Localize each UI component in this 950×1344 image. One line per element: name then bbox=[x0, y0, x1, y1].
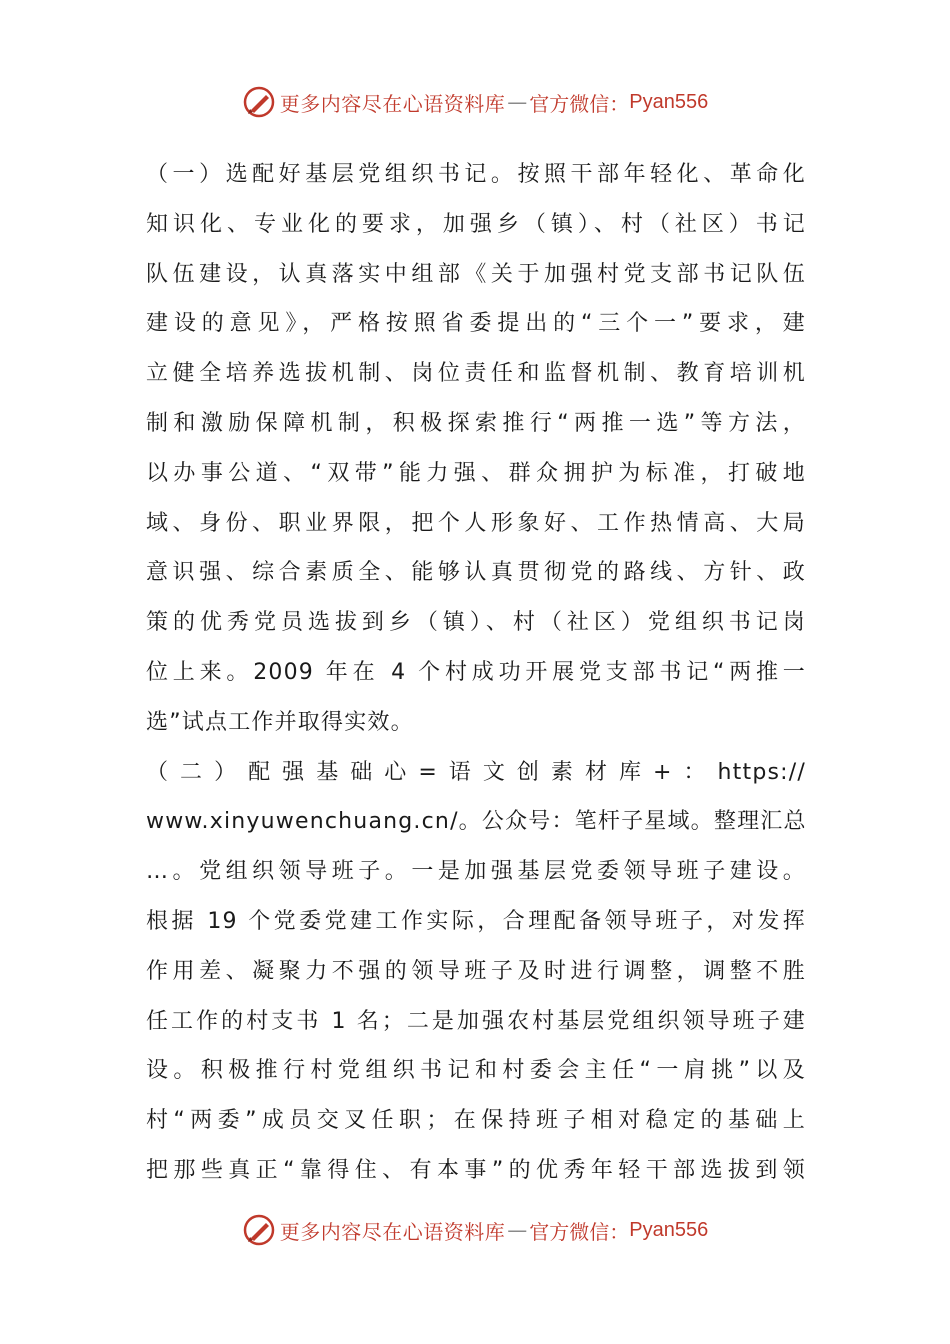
body-line: www.xinyuwenchuang.cn/。公众号：笔杆子星域。整理汇总 bbox=[146, 809, 807, 835]
banner-wechat-id: Pyan556 bbox=[629, 90, 709, 113]
body-line: 选”试点工作并取得实效。 bbox=[146, 709, 414, 735]
banner-title: 更多内容尽在心语资料库 bbox=[279, 91, 506, 116]
body-line: 位上来。2009 年在 4 个村成功开展党支部书记“两推一 bbox=[146, 659, 806, 685]
body-line: 村“两委”成员交叉任职；在保持班子相对稳定的基础上 bbox=[146, 1108, 806, 1134]
body-line: 建设的意见》，严格按照省委提出的“三个一”要求，建 bbox=[146, 311, 806, 337]
banner-dash: — bbox=[507, 1218, 528, 1242]
body-line: 作用差、凝聚力不强的领导班子及时进行调整，调整不胜 bbox=[146, 958, 806, 984]
body-line: 立健全培养选拔机制、岗位责任和监督机制、教育培训机 bbox=[146, 361, 806, 387]
body-line: 意识强、综合素质全、能够认真贯彻党的路线、方针、政 bbox=[146, 560, 806, 586]
banner-wechat-id: Pyan556 bbox=[629, 1218, 709, 1241]
footer-banner bbox=[0, 1210, 950, 1250]
body-line: 以办事公道、“双带”能力强、群众拥护为标准，打破地 bbox=[146, 460, 806, 486]
body-line: 根据 19 个党委党建工作实际，合理配备领导班子，对发挥 bbox=[146, 908, 806, 934]
body-line: 把那些真正“靠得住、有本事”的优秀年轻干部选拔到领 bbox=[146, 1157, 806, 1183]
banner-title: 更多内容尽在心语资料库 bbox=[279, 1219, 506, 1244]
header-banner bbox=[0, 82, 950, 122]
pen-logo-icon bbox=[242, 1213, 276, 1247]
banner-wechat-label: 官方微信： bbox=[529, 91, 630, 116]
banner-wechat-label: 官方微信： bbox=[529, 1219, 630, 1244]
body-line: （一）选配好基层党组织书记。按照干部年轻化、革命化 bbox=[146, 162, 806, 187]
banner-dash: — bbox=[507, 90, 528, 114]
body-line: 队伍建设，认真落实中组部《关于加强村党支部书记队伍 bbox=[146, 261, 806, 287]
body-line: 策的优秀党员选拔到乡（镇）、村（社区）党组织书记岗 bbox=[146, 610, 806, 636]
body-line: 设。积极推行村党组织书记和村委会主任“一肩挑”以及 bbox=[146, 1058, 806, 1084]
body-line: （二）配强基础心=语文创素材库+：https:// bbox=[146, 759, 806, 785]
body-line: 任工作的村支书 1 名；二是加强农村基层党组织领导班子建 bbox=[146, 1008, 806, 1034]
body-line: 知识化、专业化的要求，加强乡（镇）、村（社区）书记 bbox=[146, 211, 806, 237]
document-body bbox=[146, 150, 806, 1196]
body-line: …。党组织领导班子。一是加强基层党委领导班子建设。 bbox=[146, 859, 806, 885]
pen-logo-icon bbox=[242, 85, 276, 119]
body-line: 域、身份、职业界限，把个人形象好、工作热情高、大局 bbox=[146, 510, 806, 536]
body-line: 制和激励保障机制，积极探索推行“两推一选”等方法， bbox=[146, 410, 806, 436]
